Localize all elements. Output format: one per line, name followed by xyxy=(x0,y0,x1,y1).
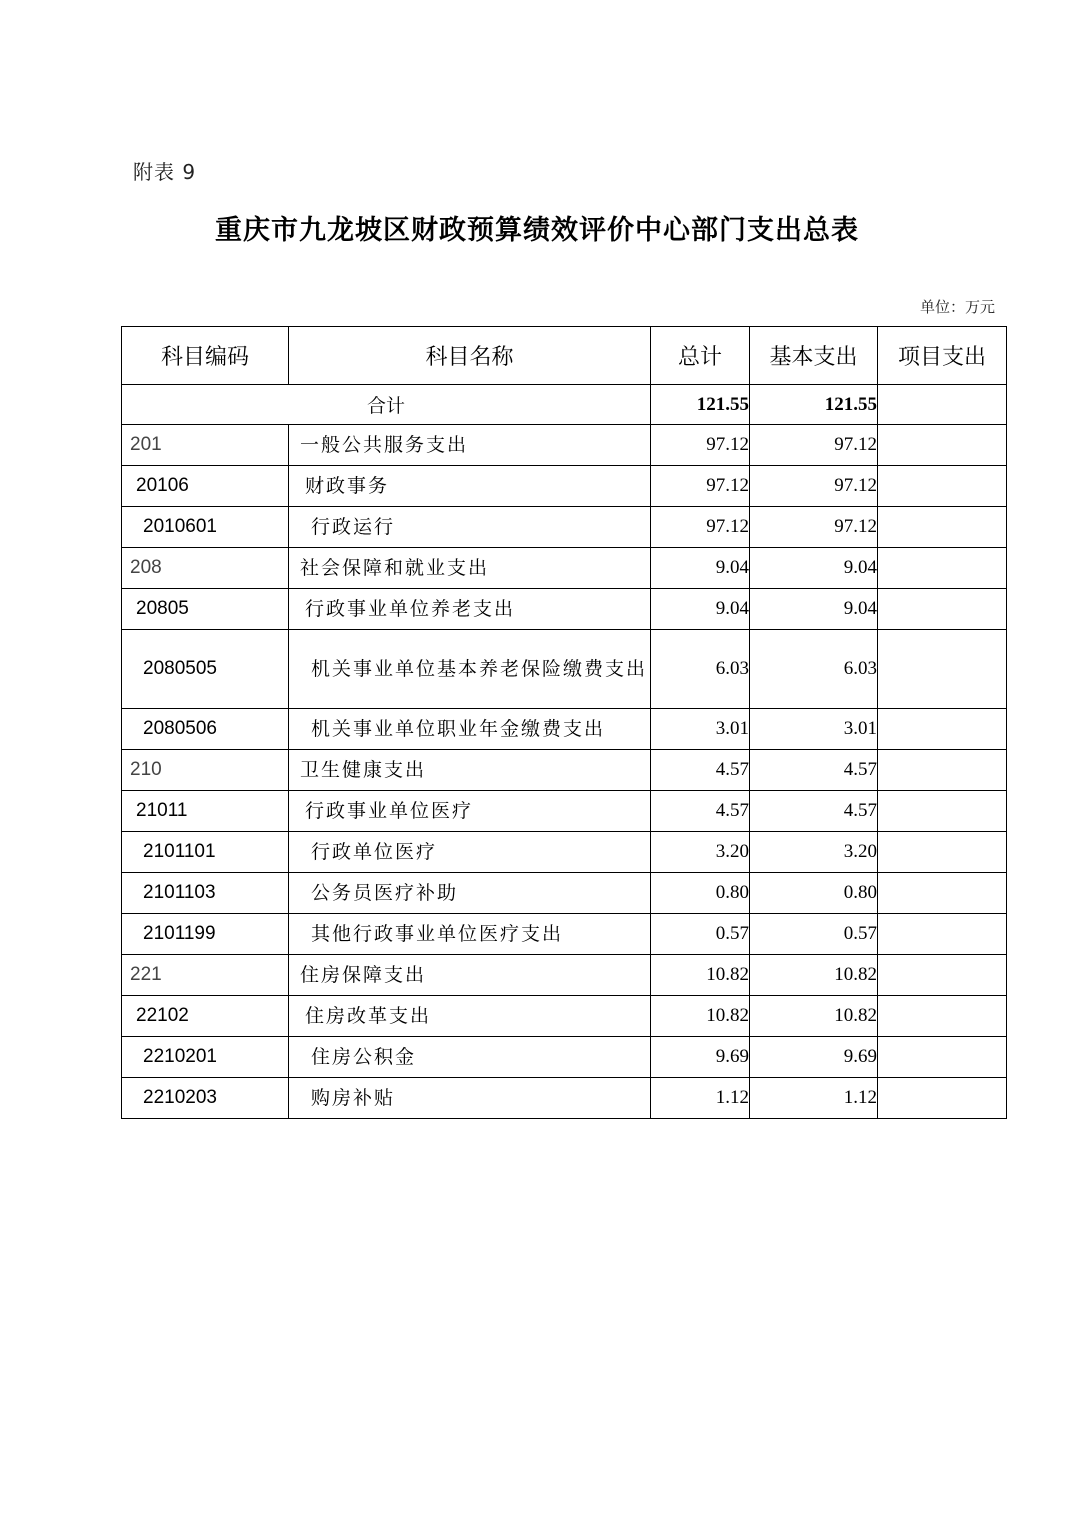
row-name: 公务员医疗补助 xyxy=(289,873,651,914)
row-name: 行政单位医疗 xyxy=(289,832,651,873)
row-code: 2010601 xyxy=(122,507,289,548)
table-row xyxy=(122,709,1007,750)
row-name: 社会保障和就业支出 xyxy=(289,548,651,589)
row-code: 2101199 xyxy=(122,914,289,955)
row-project xyxy=(878,955,1007,996)
total-basic: 121.55 xyxy=(750,385,878,425)
row-total: 0.57 xyxy=(651,914,750,955)
header-project: 项目支出 xyxy=(878,327,1007,385)
row-total: 97.12 xyxy=(651,466,750,507)
row-project xyxy=(878,873,1007,914)
row-project xyxy=(878,791,1007,832)
row-project xyxy=(878,466,1007,507)
row-name: 机关事业单位基本养老保险缴费支出 xyxy=(289,630,651,709)
table-row xyxy=(122,1078,1007,1119)
row-name: 其他行政事业单位医疗支出 xyxy=(289,914,651,955)
table-row xyxy=(122,791,1007,832)
total-label: 合计 xyxy=(122,385,651,425)
row-project xyxy=(878,996,1007,1037)
row-code: 22102 xyxy=(122,996,289,1037)
table-row xyxy=(122,507,1007,548)
total-total: 121.55 xyxy=(651,385,750,425)
row-basic: 0.80 xyxy=(750,873,878,914)
total-row xyxy=(122,385,1007,425)
row-basic: 0.57 xyxy=(750,914,878,955)
expenditure-table xyxy=(121,326,1007,1119)
table-row xyxy=(122,548,1007,589)
row-basic: 9.69 xyxy=(750,1037,878,1078)
row-name: 行政事业单位医疗 xyxy=(289,791,651,832)
row-total: 97.12 xyxy=(651,507,750,548)
row-name: 一般公共服务支出 xyxy=(289,425,651,466)
row-total: 4.57 xyxy=(651,750,750,791)
row-total: 10.82 xyxy=(651,996,750,1037)
row-basic: 10.82 xyxy=(750,996,878,1037)
row-basic: 4.57 xyxy=(750,750,878,791)
table-row xyxy=(122,750,1007,791)
row-total: 3.01 xyxy=(651,709,750,750)
row-name: 行政运行 xyxy=(289,507,651,548)
row-total: 1.12 xyxy=(651,1078,750,1119)
row-code: 20805 xyxy=(122,589,289,630)
row-total: 4.57 xyxy=(651,791,750,832)
row-code: 20106 xyxy=(122,466,289,507)
total-project xyxy=(878,385,1007,425)
row-total: 9.04 xyxy=(651,548,750,589)
header-code: 科目编码 xyxy=(122,327,289,385)
row-total: 6.03 xyxy=(651,630,750,709)
row-project xyxy=(878,548,1007,589)
table-row xyxy=(122,914,1007,955)
row-code: 2210203 xyxy=(122,1078,289,1119)
row-code: 201 xyxy=(122,425,289,466)
row-project xyxy=(878,750,1007,791)
table-row xyxy=(122,955,1007,996)
row-basic: 1.12 xyxy=(750,1078,878,1119)
row-project xyxy=(878,1037,1007,1078)
row-project xyxy=(878,507,1007,548)
row-name: 机关事业单位职业年金缴费支出 xyxy=(289,709,651,750)
row-project xyxy=(878,630,1007,709)
row-project xyxy=(878,425,1007,466)
table-row xyxy=(122,466,1007,507)
row-code: 2080506 xyxy=(122,709,289,750)
row-code: 21011 xyxy=(122,791,289,832)
table-row xyxy=(122,630,1007,709)
row-code: 221 xyxy=(122,955,289,996)
row-basic: 97.12 xyxy=(750,425,878,466)
row-total: 10.82 xyxy=(651,955,750,996)
table-row xyxy=(122,425,1007,466)
row-project xyxy=(878,832,1007,873)
row-basic: 3.01 xyxy=(750,709,878,750)
row-total: 9.69 xyxy=(651,1037,750,1078)
row-name: 住房保障支出 xyxy=(289,955,651,996)
row-basic: 10.82 xyxy=(750,955,878,996)
row-project xyxy=(878,589,1007,630)
page-title: 重庆市九龙坡区财政预算绩效评价中心部门支出总表 xyxy=(215,215,859,246)
row-name: 财政事务 xyxy=(289,466,651,507)
row-total: 97.12 xyxy=(651,425,750,466)
row-name: 购房补贴 xyxy=(289,1078,651,1119)
row-basic: 3.20 xyxy=(750,832,878,873)
row-code: 2210201 xyxy=(122,1037,289,1078)
table-row xyxy=(122,996,1007,1037)
row-name: 住房改革支出 xyxy=(289,996,651,1037)
row-code: 210 xyxy=(122,750,289,791)
unit-label: 单位：万元 xyxy=(919,298,995,316)
table-row xyxy=(122,1037,1007,1078)
row-total: 3.20 xyxy=(651,832,750,873)
row-basic: 4.57 xyxy=(750,791,878,832)
table-row xyxy=(122,589,1007,630)
row-project xyxy=(878,1078,1007,1119)
table-row xyxy=(122,832,1007,873)
row-total: 0.80 xyxy=(651,873,750,914)
row-code: 208 xyxy=(122,548,289,589)
appendix-label: 附表 9 xyxy=(133,160,197,184)
header-name: 科目名称 xyxy=(289,327,651,385)
table-row xyxy=(122,873,1007,914)
row-name: 住房公积金 xyxy=(289,1037,651,1078)
row-basic: 97.12 xyxy=(750,466,878,507)
row-code: 2101101 xyxy=(122,832,289,873)
row-basic: 9.04 xyxy=(750,548,878,589)
row-code: 2080505 xyxy=(122,630,289,709)
table-header-row xyxy=(122,327,1007,385)
row-total: 9.04 xyxy=(651,589,750,630)
row-code: 2101103 xyxy=(122,873,289,914)
row-name: 卫生健康支出 xyxy=(289,750,651,791)
row-project xyxy=(878,709,1007,750)
row-basic: 6.03 xyxy=(750,630,878,709)
row-name: 行政事业单位养老支出 xyxy=(289,589,651,630)
row-basic: 9.04 xyxy=(750,589,878,630)
row-project xyxy=(878,914,1007,955)
header-basic: 基本支出 xyxy=(750,327,878,385)
header-total: 总计 xyxy=(651,327,750,385)
row-basic: 97.12 xyxy=(750,507,878,548)
